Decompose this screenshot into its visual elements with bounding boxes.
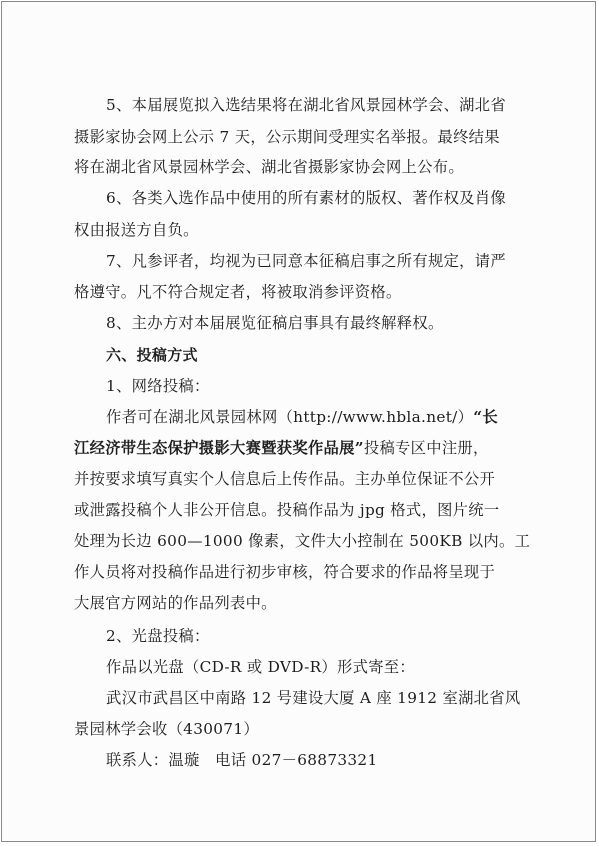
disc-line1: 作品以光盘（CD-R 或 DVD-R）形式寄至： <box>106 658 416 676</box>
document-page <box>1 1 596 842</box>
item5-line2: 摄影家协会网上公示 7 天，公示期间受理实名举报。最终结果 <box>74 128 500 146</box>
exhibition-title: 江经济带生态保护摄影大赛暨获奖作品展” <box>74 439 364 457</box>
item6-line2: 权由报送方自负。 <box>74 221 199 239</box>
online-line1-text: 作者可在湖北风景园林网（http://www.hbla.net/） <box>106 408 474 426</box>
item6-line1: 6、各类入选作品中使用的所有素材的版权、著作权及肖像 <box>106 189 506 207</box>
exhibition-title-open: “长 <box>473 408 498 426</box>
mailing-address-line1: 武汉市武昌区中南路 12 号建设大厦 A 座 1912 室湖北省风 <box>106 689 521 707</box>
contact-line: 联系人：温璇 电话 027－68873321 <box>106 751 378 769</box>
online-line4: 或泄露投稿个人非公开信息。投稿作品为 jpg 格式，图片统一 <box>74 501 500 519</box>
online-line5: 处理为长边 600—1000 像素，文件大小控制在 500KB 以内。工 <box>74 532 531 550</box>
online-submission-title: 1、网络投稿： <box>106 377 210 395</box>
item5-line1: 5、本届展览拟入选结果将在湖北省风景园林学会、湖北省 <box>106 96 506 114</box>
online-line6: 作人员将对投稿作品进行初步审核，符合要求的作品将呈现于 <box>74 563 496 581</box>
online-line1 <box>106 408 498 426</box>
mailing-address-line2: 景园林学会收（430071） <box>74 720 259 738</box>
disc-submission-title: 2、光盘投稿： <box>106 627 210 645</box>
item7-line2: 格遵守。凡不符合规定者，将被取消参评资格。 <box>74 283 402 301</box>
item7-line1: 7、凡参评者，均视为已同意本征稿启事之所有规定，请严 <box>106 252 506 270</box>
online-line2 <box>74 439 489 457</box>
item8-line1: 8、主办方对本届展览征稿启事具有最终解释权。 <box>106 314 444 332</box>
online-line7: 大展官方网站的作品列表中。 <box>74 594 277 612</box>
section-heading: 六、投稿方式 <box>106 346 198 364</box>
online-line2-rest: 投稿专区中注册， <box>363 439 489 457</box>
item5-line3: 将在湖北省风景园林学会、湖北省摄影家协会网上公布。 <box>74 158 464 176</box>
online-line3: 并按要求填写真实个人信息后上传作品。主办单位保证不公开 <box>74 470 496 488</box>
